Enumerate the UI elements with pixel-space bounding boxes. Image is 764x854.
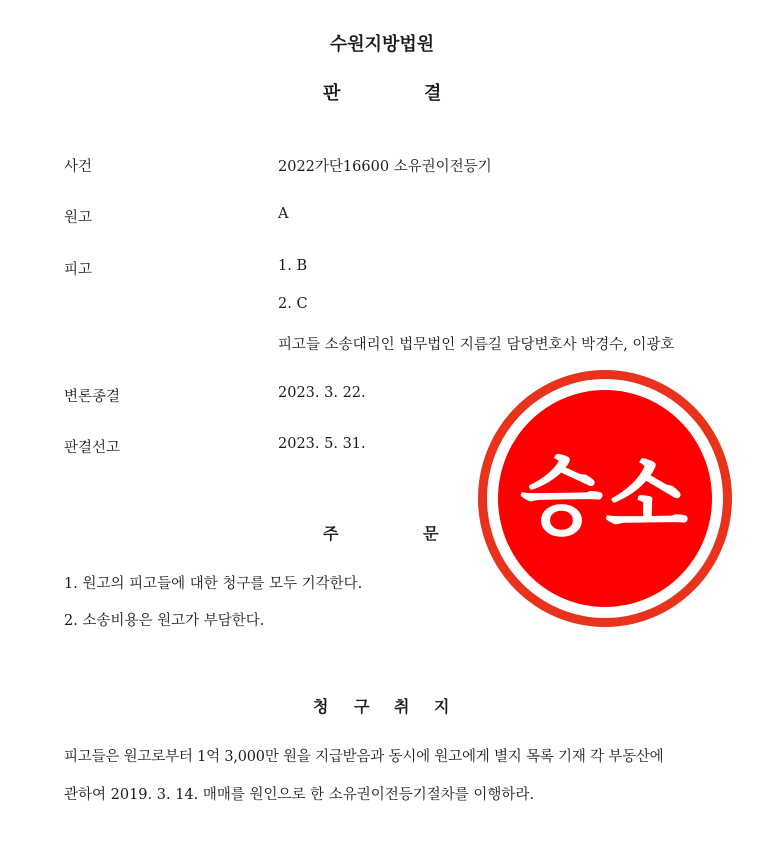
court-name: 수원지방법원 [329,34,435,55]
hearing-closed-label: 변론종결 [64,389,121,405]
defendant-2: 2. C [278,296,308,312]
order-title-char-2: 문 [423,524,439,543]
order-item-1: 1. 원고의 피고들에 대한 청구를 모두 기각한다. [64,576,363,592]
defendant-counsel: 피고들 소송대리인 법무법인 지름길 담당변호사 박경수, 이광호 [278,337,675,353]
stamp-disc [498,390,712,607]
order-title-char-1: 주 [323,524,339,543]
claim-title-char-1: 청 [313,697,329,716]
win-stamp [478,370,732,627]
claim-title-char-2: 구 [354,697,370,716]
case-label: 사건 [64,159,93,175]
stamp-text: 승소 [519,446,691,547]
hearing-closed-value: 2023. 3. 22. [278,385,366,401]
judgment-date-value: 2023. 5. 31. [278,436,366,452]
judgment-title-char-2: 결 [424,83,442,104]
plaintiff-value: A [278,206,289,222]
claim-title-char-3: 취 [394,697,410,716]
defendant-1: 1. B [278,258,308,274]
defendant-label: 피고 [64,262,93,278]
plaintiff-label: 원고 [64,210,93,226]
order-item-2: 2. 소송비용은 원고가 부담한다. [64,613,265,629]
judgment-title-char-1: 판 [323,83,341,104]
claim-line-1: 피고들은 원고로부터 1억 3,000만 원을 지급받음과 동시에 원고에게 별지 목록 기재 각 부동산에 [64,749,664,765]
claim-title-char-4: 지 [434,697,450,716]
judgment-date-label: 판결선고 [64,440,121,456]
case-value: 2022가단16600 소유권이전등기 [278,159,492,175]
claim-line-2: 관하여 2019. 3. 14. 매매를 원인으로 한 소유권이전등기절차를 이행하라. [64,787,535,803]
